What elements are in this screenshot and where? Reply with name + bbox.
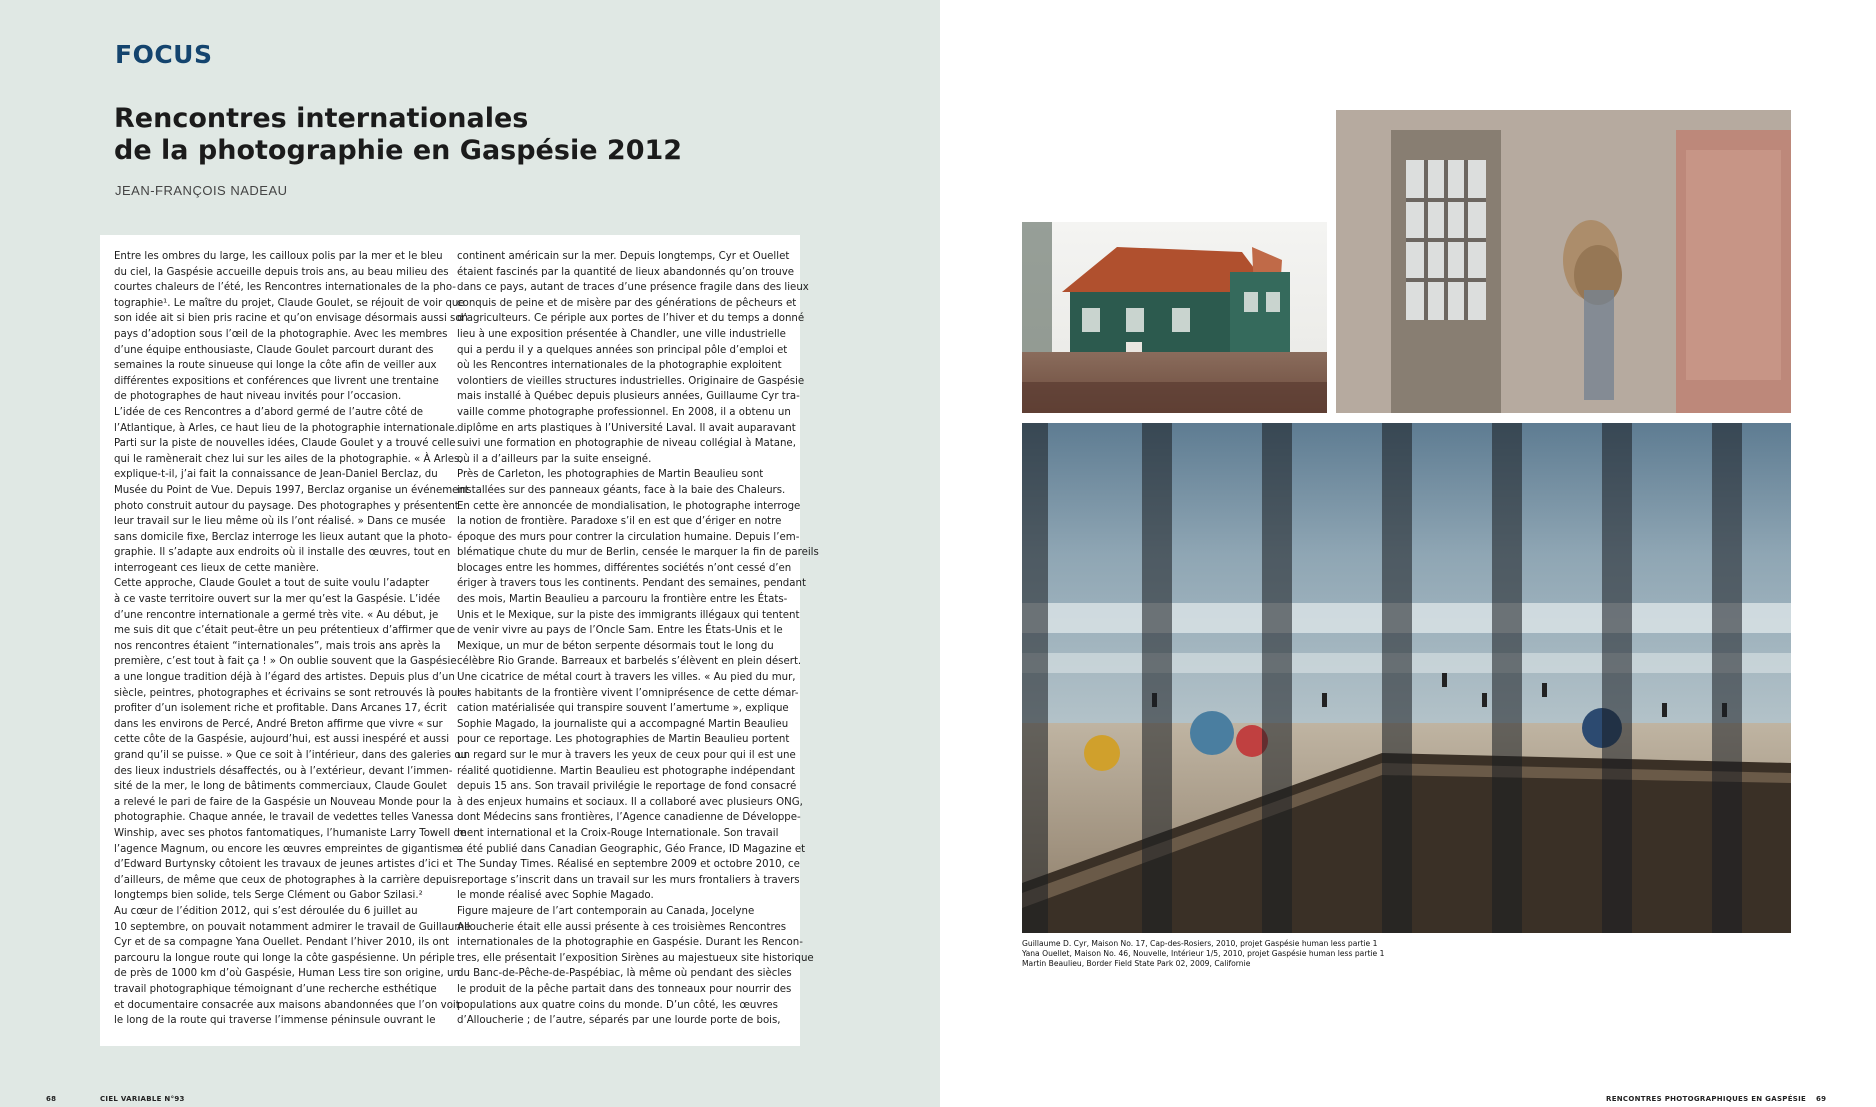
text-line: Près de Carleton, les photographies de Martin Beaulieu sont — [457, 469, 764, 481]
text-line: dont Médecins sans frontières, l’Agence canadienne de Développe- — [457, 812, 801, 824]
text-line: des lieux industriels désaffectés, ou à l’extérieur, devant l’immen- — [114, 765, 453, 777]
text-line: célèbre Rio Grande. Barreaux et barbelés s’élèvent en plein désert. — [457, 656, 802, 668]
text-line: Unis et le Mexique, sur la piste des immigrants illégaux qui tentent — [457, 609, 800, 621]
text-line: d’Edward Burtynsky côtoient les travaux de jeunes artistes d’ici et — [114, 859, 453, 871]
text-line: étaient fascinés par la quantité de lieux abandonnés qu’on trouve — [457, 266, 795, 278]
text-line: à ce vaste territoire ouvert sur la mer qu’est la Gaspésie. L’idée — [114, 594, 441, 606]
text-line: travail photographique témoignant d’une recherche esthétique — [114, 983, 437, 995]
text-line: à des enjeux humains et sociaux. Il a collaboré avec plusieurs ONG, — [457, 796, 803, 808]
text-line: Cette approche, Claude Goulet a tout de suite voulu l’adapter — [114, 578, 430, 590]
text-line: interrogeant ces lieux de cette manière. — [114, 562, 320, 574]
photo-caption — [1022, 939, 1384, 969]
photo-green-house-image — [1022, 222, 1327, 413]
magazine-issue: CIEL VARIABLE N°93 — [100, 1095, 185, 1103]
text-line: photo construit autour du paysage. Des photographes y présentent — [114, 500, 459, 512]
text-line: d’une équipe enthousiaste, Claude Goulet parcourt durant des — [114, 344, 434, 356]
text-line: cation matérialisée qui transpire souvent l’amertume », explique — [457, 703, 789, 715]
text-line: diplôme en arts plastiques à l’Université Laval. Il avait auparavant — [457, 422, 796, 434]
text-line: continent américain sur la mer. Depuis longtemps, Cyr et Ouellet — [457, 251, 790, 262]
caption-line: Martin Beaulieu, Border Field State Park 02, 2009, Californie — [1022, 959, 1251, 968]
text-line: semaines la route sinueuse qui longe la côte afin de veiller aux — [114, 360, 437, 372]
text-line: profiter d’un isolement riche et profitable. Dans Arcanes 17, écrit — [114, 703, 447, 715]
text-line: reportage s’inscrit dans un travail sur les murs frontaliers à travers — [457, 874, 800, 886]
text-line: d’ailleurs, de même que ceux de photographes à la carrière depuis — [114, 874, 457, 886]
photo-border-beach — [1022, 423, 1791, 933]
text-line: depuis 15 ans. Son travail privilégie le reportage de fond consacré — [457, 781, 797, 793]
text-line: différentes expositions et conférences que livrent une trentaine — [114, 375, 439, 387]
text-line: populations aux quatre coins du monde. D’un côté, les œuvres — [457, 999, 778, 1011]
text-line: Winship, avec ses photos fantomatiques, l’humaniste Larry Towell de — [114, 827, 467, 839]
text-line: grand qu’il se puisse. » Que ce soit à l’intérieur, dans des galeries ou — [114, 750, 468, 761]
text-line: sité de la mer, le long de bâtiments commerciaux, Claude Goulet — [114, 781, 447, 793]
text-line: nos rencontres étaient “internationales”, mais trois ans après la — [114, 640, 441, 652]
text-line: du ciel, la Gaspésie accueille depuis trois ans, au beau milieu des — [114, 266, 449, 278]
text-line: des mois, Martin Beaulieu a parcouru la frontière entre les États- — [457, 594, 788, 606]
text-line: de photographes de haut niveau invités pour l’occasion. — [114, 391, 402, 403]
text-line: d’une rencontre internationale a germé très vite. « Au début, je — [114, 609, 439, 621]
title-line: de la photographie en Gaspésie 2012 — [114, 135, 683, 166]
text-line: suivi une formation en photographie de niveau collégial à Matane, — [457, 438, 796, 450]
text-line: volontiers de vieilles structures industrielles. Originaire de Gaspésie — [457, 375, 805, 387]
text-line: de près de 1000 km d’où Gaspésie, Human Less tire son origine, un — [114, 968, 460, 980]
photo-interior-image — [1336, 110, 1791, 413]
text-line: blocages entre les hommes, différentes sociétés n’ont cessé d’en — [457, 562, 792, 574]
text-line: première, c’est tout à fait ça ! » On oublie souvent que la Gaspésie — [114, 656, 457, 668]
text-line: réalité quotidienne. Martin Beaulieu est photographe indépendant — [457, 765, 796, 777]
text-line: a relevé le pari de faire de la Gaspésie un Nouveau Monde pour la — [114, 796, 452, 808]
text-line: la notion de frontière. Paradoxe s’il en est que d’ériger en notre — [457, 516, 782, 528]
text-line: tres, elle présentait l’exposition Sirènes au majestueux site historique — [457, 952, 814, 964]
text-line: 10 septembre, on pouvait notamment admirer le travail de Guillaume — [114, 921, 471, 933]
text-line: de venir vivre au pays de l’Oncle Sam. Entre les États-Unis et le — [457, 625, 783, 637]
text-line: parcouru la longue route qui longe la côte gaspésienne. Un périple — [114, 952, 455, 964]
text-line: un regard sur le mur à travers les yeux de ceux pour qui il est une — [457, 750, 796, 761]
text-line: Sophie Magado, la journaliste qui a accompagné Martin Beaulieu — [457, 718, 789, 730]
text-line: époque des murs pour contrer la circulation humaine. Depuis l’em- — [457, 531, 800, 543]
text-line: graphie. Il s’adapte aux endroits où il installe des œuvres, tout en — [114, 547, 451, 559]
text-line: explique-t-il, j’ai fait la connaissance de Jean-Daniel Berclaz, du — [114, 469, 438, 481]
photo-interior — [1336, 110, 1791, 413]
text-line: le monde réalisé avec Sophie Magado. — [457, 890, 654, 902]
section-label: FOCUS — [115, 40, 213, 69]
article-text-panel — [100, 235, 819, 1046]
text-line: longtemps bien solide, tels Serge Clément ou Gabor Szilasi.² — [114, 890, 423, 902]
text-line: le produit de la pêche partait dans des tonneaux pour nourrir des — [457, 983, 792, 995]
text-line: cette côte de la Gaspésie, aujourd’hui, est aussi inespéré et aussi — [114, 734, 450, 746]
text-line: Mexique, un mur de béton serpente désormais tout le long du — [457, 640, 774, 652]
text-line: sans domicile fixe, Berclaz interroge les lieux autant que la photo- — [114, 531, 452, 543]
text-line: lieu à une exposition présentée à Chandler, une ville industrielle — [457, 328, 786, 340]
text-line: du Banc-de-Pêche-de-Paspébiac, là même où pendant des siècles — [457, 968, 792, 980]
text-line: Figure majeure de l’art contemporain au Canada, Jocelyne — [457, 905, 755, 917]
text-line: Alloucherie était elle aussi présente à ces troisièmes Rencontres — [457, 921, 787, 933]
text-line: vaille comme photographe professionnel. En 2008, il a obtenu un — [457, 406, 791, 418]
text-line: les habitants de la frontière vivent l’omniprésence de cette démar- — [457, 687, 799, 699]
text-line: a été publié dans Canadian Geographic, Géo France, ID Magazine et — [457, 843, 806, 855]
text-line: a une longue tradition déjà à l’égard des artistes. Depuis plus d’un — [114, 672, 455, 684]
text-line: tographie¹. Le maître du projet, Claude Goulet, se réjouit de voir que — [114, 297, 465, 309]
article-column-2 — [457, 249, 819, 1029]
article-column-1 — [114, 249, 471, 1029]
text-line: qui le ramènerait chez lui sur les ailes de la photographie. « À Arles, — [114, 453, 463, 465]
text-line: dans les environs de Percé, André Breton affirme que vivre « sur — [114, 718, 443, 730]
text-line: leur travail sur le lieu même où ils l’ont réalisé. » Dans ce musée — [114, 516, 446, 528]
caption-line: Yana Ouellet, Maison No. 46, Nouvelle, Intérieur 1/5, 2010, projet Gaspésie human less partie 1 — [1022, 949, 1385, 958]
text-line: ériger à travers tous les continents. Pendant des semaines, pendant — [457, 578, 806, 590]
text-line: pays d’adoption sous l’œil de la photographie. Avec les membres — [114, 328, 448, 340]
text-line: d’Alloucherie ; de l’autre, séparés par une lourde porte de bois, — [457, 1015, 781, 1027]
text-line: dans ce pays, autant de traces d’une présence fragile dans des lieux — [457, 282, 809, 294]
text-line: siècle, peintres, photographes et écrivains se sont retrouvés là pour — [114, 687, 462, 699]
text-line: conquis de peine et de misère par des générations de pêcheurs et — [457, 297, 797, 309]
text-line: Cyr et de sa compagne Yana Ouellet. Pendant l’hiver 2010, ils ont — [114, 937, 450, 949]
article-title — [114, 103, 682, 167]
text-line: d’agriculteurs. Ce périple aux portes de l’hiver et du temps a donné — [457, 313, 805, 325]
text-line: installées sur des panneaux géants, face à la baie des Chaleurs. — [457, 484, 786, 496]
page-number-right: 69 — [1816, 1095, 1827, 1103]
text-line: où il a d’ailleurs par la suite enseigné. — [457, 453, 652, 465]
text-line: Au cœur de l’édition 2012, qui s’est déroulée du 6 juillet au — [114, 905, 418, 917]
text-line: où les Rencontres internationales de la photographie exploitent — [457, 360, 782, 372]
text-line: l’Atlantique, à Arles, ce haut lieu de la photographie internationale. — [114, 422, 458, 434]
page-number-left: 68 — [46, 1095, 57, 1103]
photo-green-house — [1022, 222, 1327, 413]
text-line: En cette ère annoncée de mondialisation, le photographe interroge — [457, 500, 801, 512]
text-line: Musée du Point de Vue. Depuis 1997, Berclaz organise un événement — [114, 484, 469, 496]
text-line: L’idée de ces Rencontres a d’abord germé de l’autre côté de — [114, 406, 424, 418]
text-line: et documentaire consacrée aux maisons abandonnées que l’on voit — [114, 999, 460, 1011]
text-line: mais installé à Québec depuis plusieurs années, Guillaume Cyr tra- — [457, 391, 800, 403]
text-line: l’agence Magnum, ou encore les œuvres empreintes de gigantisme — [114, 843, 459, 855]
text-line: Une cicatrice de métal court à travers les villes. « Au pied du mur, — [457, 672, 796, 684]
running-title: RENCONTRES PHOTOGRAPHIQUES EN GASPÉSIE — [1606, 1095, 1807, 1103]
text-line: Entre les ombres du large, les cailloux polis par la mer et le bleu — [114, 251, 443, 262]
text-line: internationales de la photographie en Gaspésie. Durant les Rencon- — [457, 937, 803, 949]
text-line: le long de la route qui traverse l’immense péninsule ouvrant le — [114, 1015, 436, 1027]
text-line: Parti sur la piste de nouvelles idées, Claude Goulet y a trouvé celle — [114, 438, 456, 450]
author-byline: JEAN-FRANÇOIS NADEAU — [115, 183, 288, 198]
text-line: blématique chute du mur de Berlin, censée le marquer la fin de pareils — [457, 547, 819, 559]
text-line: son idée ait si bien pris racine et qu’on envisage désormais aussi son — [114, 313, 469, 325]
text-line: ment international et la Croix-Rouge Internationale. Son travail — [457, 827, 779, 839]
text-line: photographie. Chaque année, le travail de vedettes telles Vanessa — [114, 812, 454, 824]
title-line: Rencontres internationales — [114, 103, 529, 134]
text-line: The Sunday Times. Réalisé en septembre 2009 et octobre 2010, ce — [457, 859, 800, 871]
photo-border-beach-image — [1022, 423, 1791, 933]
text-line: qui a perdu il y a quelques années son principal pôle d’emploi et — [457, 344, 788, 356]
text-line: courtes chaleurs de l’été, les Rencontres internationales de la pho- — [114, 282, 456, 294]
text-line: me suis dit que c’était peut-être un peu prétentieux d’affirmer que — [114, 625, 455, 637]
text-line: pour ce reportage. Les photographies de Martin Beaulieu portent — [457, 734, 790, 746]
caption-line: Guillaume D. Cyr, Maison No. 17, Cap-des-Rosiers, 2010, projet Gaspésie human less partie 1 — [1022, 939, 1378, 948]
